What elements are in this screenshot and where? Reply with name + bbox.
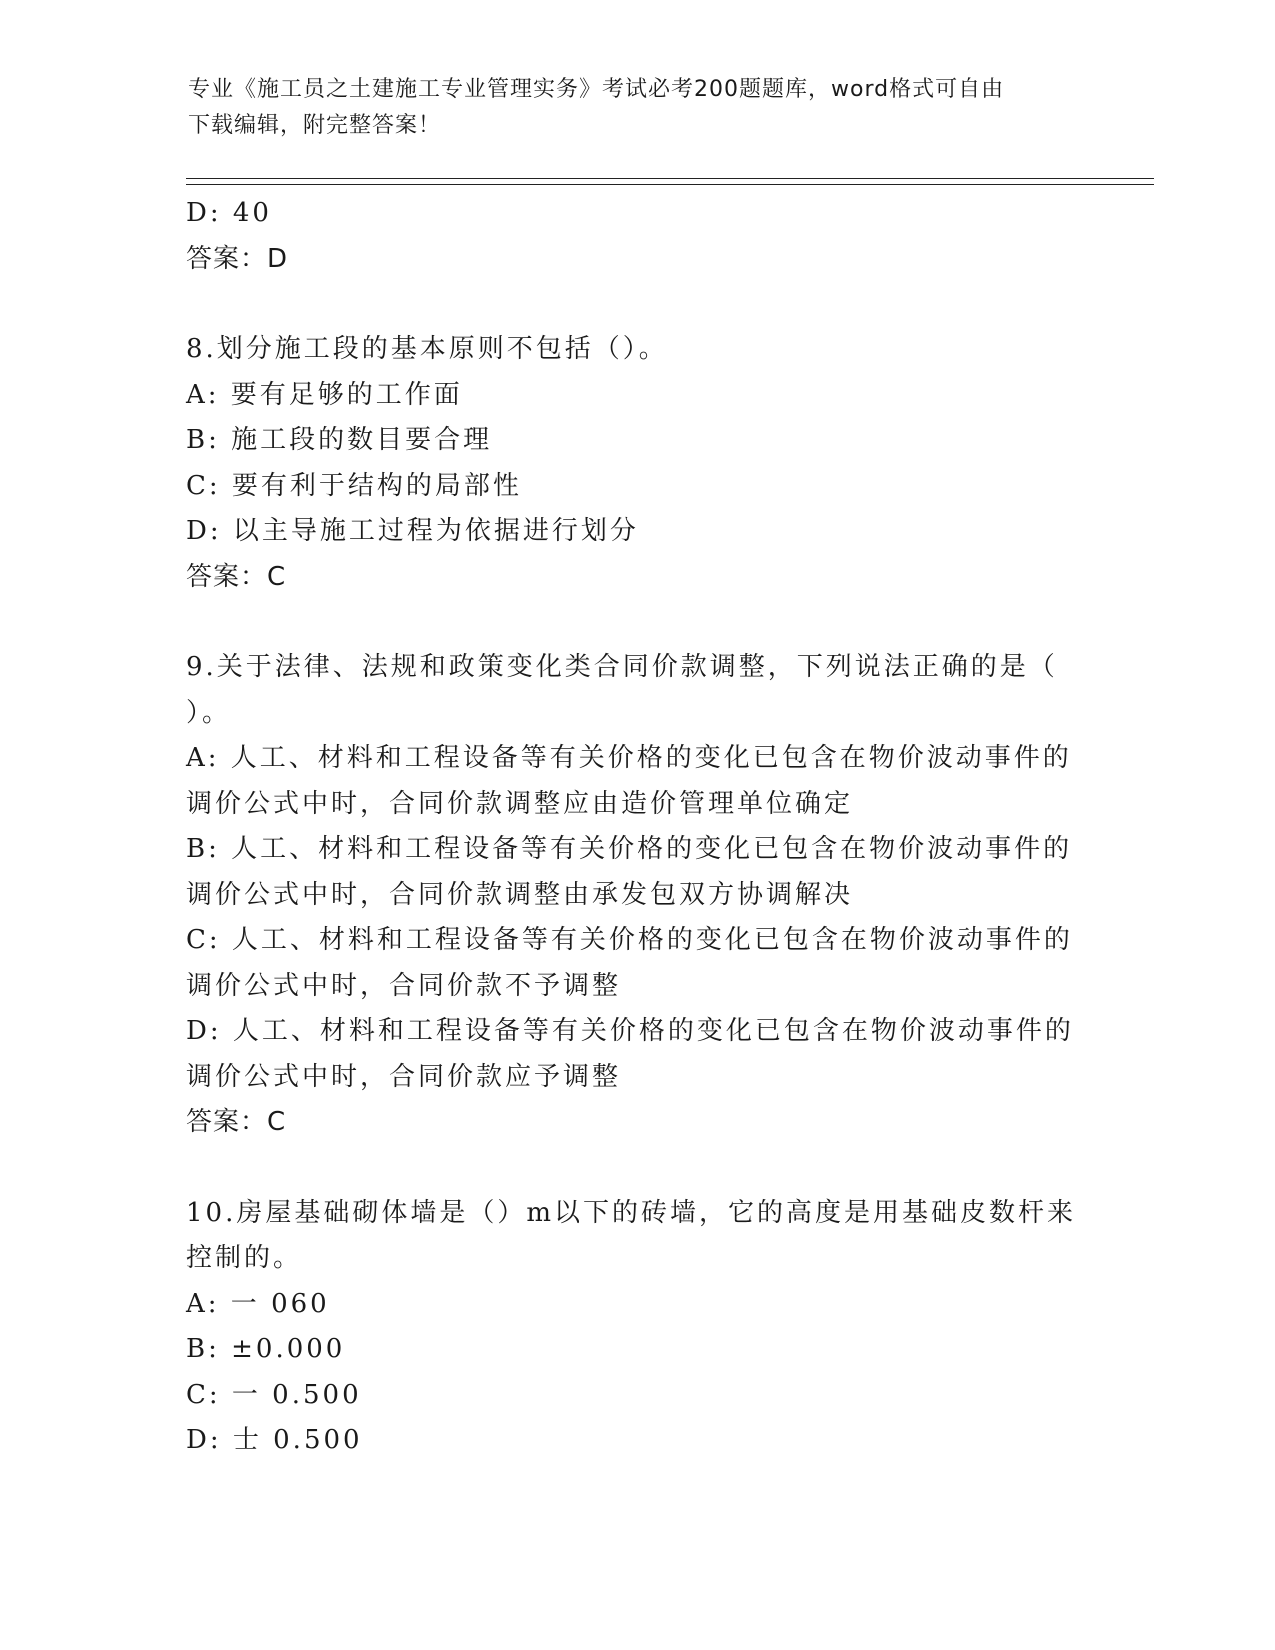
header-line-1: 专业《施工员之土建施工专业管理实务》考试必考200题题库，word格式可自由	[188, 77, 1005, 102]
option-b: B: 施工段的数目要合理	[186, 425, 493, 455]
option-c: C: 要有利于结构的局部性	[186, 470, 522, 501]
question-stem: 8.划分施工段的基本原则不包括（）。	[186, 334, 668, 364]
option-d: D: 士 0.500	[186, 1425, 363, 1455]
option-c: C: 一 0.500	[186, 1379, 362, 1410]
question-stem: 10.房屋基础砌体墙是（）m以下的砖墙，它的高度是用基础皮数杆来	[186, 1197, 1077, 1228]
header-divider-bottom	[186, 184, 1154, 185]
option-d: D: 人工、材料和工程设备等有关价格的变化已包含在物价波动事件的	[186, 1016, 1074, 1046]
question-9	[186, 645, 1086, 1146]
header-divider-top	[186, 178, 1154, 179]
option-c-cont: 调价公式中时，合同价款不予调整	[186, 970, 622, 1001]
option-b: B: 人工、材料和工程设备等有关价格的变化已包含在物价波动事件的	[186, 834, 1073, 864]
answer: 答案：C	[186, 1107, 287, 1137]
option-c: C: 人工、材料和工程设备等有关价格的变化已包含在物价波动事件的	[186, 925, 1073, 955]
option-a: A: 一 060	[186, 1288, 330, 1319]
option-d: D: 40	[186, 198, 272, 228]
answer: 答案：D	[186, 243, 289, 274]
option-b-cont: 调价公式中时，合同价款调整由承发包双方协调解决	[186, 879, 854, 910]
question-stem: 9.关于法律、法规和政策变化类合同价款调整，下列说法正确的是（	[186, 652, 1058, 682]
answer: 答案：C	[186, 561, 287, 592]
question-7-tail	[186, 191, 1086, 282]
option-d: D: 以主导施工过程为依据进行划分	[186, 516, 639, 546]
document-header	[188, 72, 1068, 144]
header-line-2: 下载编辑，附完整答案！	[188, 113, 442, 138]
question-stem-cont: 控制的。	[186, 1243, 303, 1273]
option-a: A: 要有足够的工作面	[186, 379, 463, 410]
question-8	[186, 327, 1086, 600]
spacer	[186, 600, 1086, 645]
spacer	[186, 282, 1086, 327]
question-10	[186, 1191, 1086, 1464]
question-stem-cont: ）。	[186, 697, 232, 728]
option-a-cont: 调价公式中时，合同价款调整应由造价管理单位确定	[186, 788, 854, 819]
option-b: B: ±0.000	[186, 1334, 346, 1364]
spacer	[186, 1146, 1086, 1191]
option-a: A: 人工、材料和工程设备等有关价格的变化已包含在物价波动事件的	[186, 743, 1072, 773]
option-d-cont: 调价公式中时，合同价款应予调整	[186, 1061, 622, 1092]
question-list	[186, 191, 1086, 1464]
